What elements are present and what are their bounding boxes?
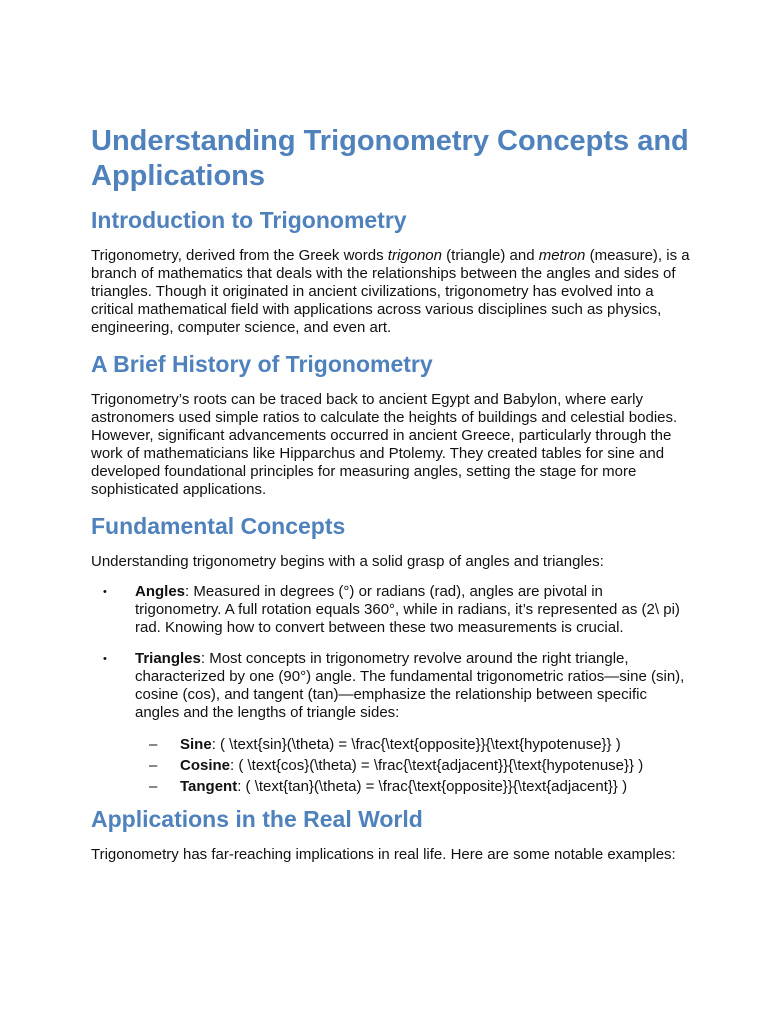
list-item-angles: • Angles: Measured in degrees (°) or radians (rad), angles are pivotal in trigonometry. A full rotation equals 360°, while in radians, it’s represented as (2\ pi) rad. Knowing how to convert between these two measurements is crucial. xyxy=(103,583,680,636)
term-trigonon: trigonon xyxy=(387,247,442,264)
bullet-icon: • xyxy=(103,586,107,598)
list-item-triangles: • Triangles: Most concepts in trigonometry revolve around the right triangle, characterized by one (90°) angle. The fundamental trigonometric ratios—sine (sin), cosine (cos), and tangent (tan)—emphasize the relationship between specific angles and the lengths of triangle sides: xyxy=(103,650,685,721)
bullet-icon: • xyxy=(103,653,107,665)
heading-introduction: Introduction to Trigonometry xyxy=(91,207,407,233)
dash-icon: – xyxy=(149,736,158,753)
dash-icon: – xyxy=(149,778,158,795)
paragraph-applications: Trigonometry has far-reaching implications in real life. Here are some notable examples: xyxy=(91,846,676,863)
document-title: Understanding Trigonometry Concepts and Applications xyxy=(91,125,689,192)
concepts-bullet-list xyxy=(91,583,691,722)
term-angles: Angles xyxy=(135,583,186,600)
term-metron: metron xyxy=(538,247,586,264)
ratio-formula-list xyxy=(91,734,691,797)
formula-cosine: – Cosine: ( \text{cos}(\theta) = \frac{\text{adjacent}}{\text{hypotenuse}} ) xyxy=(149,757,644,774)
term-tangent: Tangent xyxy=(180,778,238,795)
paragraph-introduction: Trigonometry, derived from the Greek words trigonon (triangle) and metron (measure), is a branch of mathematics that deals with the relationships between the angles and sides of triangles. Though it originated in ancient civilizations, trigonometry has evolved into a critical mathematical field with applications across various disciplines such as physics, engineering, computer science, and even art. xyxy=(91,247,690,336)
heading-fundamental-concepts: Fundamental Concepts xyxy=(91,513,346,539)
paragraph-concepts-intro: Understanding trigonometry begins with a solid grasp of angles and triangles: xyxy=(91,553,604,570)
term-cosine: Cosine xyxy=(180,757,231,774)
dash-icon: – xyxy=(149,757,158,774)
document-body xyxy=(91,124,691,864)
term-sine: Sine xyxy=(180,736,212,753)
heading-applications: Applications in the Real World xyxy=(91,806,423,832)
formula-tangent: – Tangent: ( \text{tan}(\theta) = \frac{\text{opposite}}{\text{adjacent}} ) xyxy=(149,778,628,795)
term-triangles: Triangles xyxy=(135,650,201,667)
formula-sine: – Sine: ( \text{sin}(\theta) = \frac{\text{opposite}}{\text{hypotenuse}} ) xyxy=(149,736,621,753)
paragraph-history: Trigonometry’s roots can be traced back to ancient Egypt and Babylon, where early astronomers used simple ratios to calculate the heights of buildings and celestial bodies. However, significant advancements occurred in ancient Greece, particularly through the work of mathematicians like Hipparchus and Ptolemy. They created tables for sine and developed foundational principles for measuring angles, setting the stage for more sophisticated applications. xyxy=(91,391,678,498)
heading-history: A Brief History of Trigonometry xyxy=(91,351,433,377)
